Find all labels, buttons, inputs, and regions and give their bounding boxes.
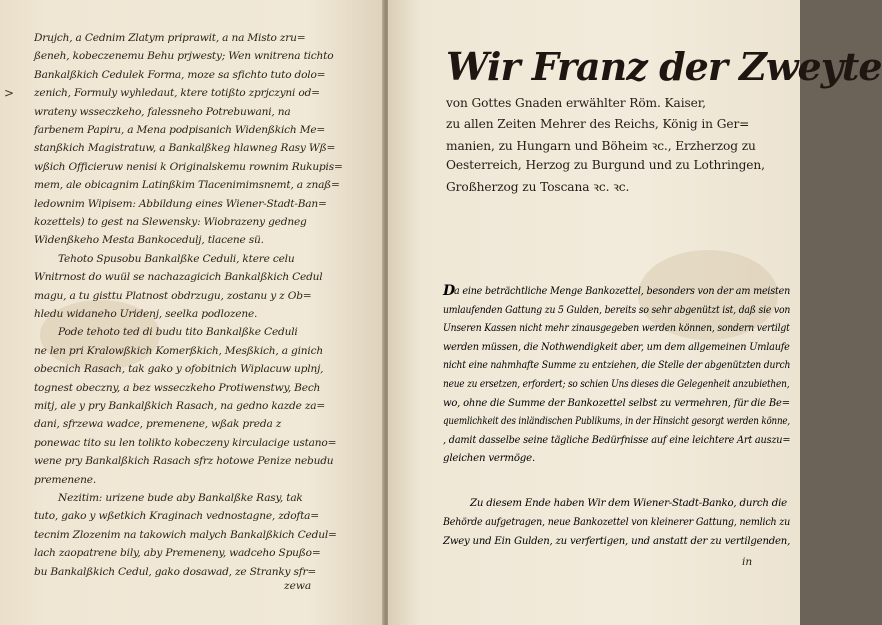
text-line: Behörde aufgetragen, neue Bankozettel von kleinerer Gattung, nemlich zu [443, 517, 791, 528]
left-catchword: zewa [284, 580, 312, 592]
text-line: ßeneh, kobeczenemu Behu prjwesty; Wen wnitrena tichto [34, 50, 334, 63]
text-line: , damit dasselbe seine tägliche Bedürfnisse auf eine leichtere Art auszu= [443, 434, 791, 446]
subtitle-line: von Gottes Gnaden erwählter Röm. Kaiser, [446, 96, 706, 110]
text-line: neue zu ersetzen, erfordert; so schien Uns dieses die Gelegenheit anzubiethen, [443, 379, 790, 390]
text-line: mitj, ale y pry Bankalßkich Rasach, na gedno kazde za= [34, 400, 326, 412]
text-line: nicht eine nahmhafte Summe zu entziehen, die Stelle der abgenützten durch [443, 360, 791, 372]
paragraph-initial: D [443, 283, 455, 299]
text-line: Widenßkeho Mesta Bankocedulj, tlacene sü. [34, 234, 264, 247]
text-line: zenich, Formuly wyhledaut, ktere totißto zprjczyni od= [34, 87, 320, 100]
text-line: Nezitim: urizene bude aby Bankalßke Rasy, tak [58, 492, 303, 504]
text-line: Wnitrnost do wuül se nachazagicich Bankalßkich Cedul [34, 271, 323, 284]
text-line: Tehoto Spusobu Bankalßke Ceduli, ktere celu [58, 252, 295, 265]
margin-mark: > [4, 86, 15, 100]
text-line: werden müssen, die Nothwendigkeit aber, um dem allgemeinen Umlaufe [443, 341, 790, 353]
text-line: a eine beträchtliche Menge Bankozettel, besonders von der am meisten [454, 286, 791, 297]
text-line: Bankalßkich Cedulek Forma, moze sa sfichto tuto dolo= [34, 68, 326, 81]
text-line: ponewac tito su len tolikto kobeczeny kirculacige ustano= [34, 436, 337, 449]
text-line: Pode tehoto ted di budu tito Bankalßke Ceduli [58, 326, 298, 339]
text-line: mem, ale obicagnim Latinßkim Tlacenimimsnemt, a znaß= [34, 179, 340, 192]
left-page [0, 0, 384, 625]
text-line: Zwey und Ein Gulden, zu verfertigen, und anstatt der zu vertilgenden, [443, 536, 791, 547]
text-line: ledownim Wipisem: Abbildung eines Wiener-Stadt-Ban= [34, 197, 327, 210]
text-line: Drujch, a Cednim Zlatym priprawit, a na Misto zru= [34, 32, 306, 44]
text-line: magu, a tu gisttu Platnost obdrzugu, zostanu y z Ob= [34, 289, 312, 302]
text-line: quemlichkeit des inländischen Publikums, in der Hinsicht gesorgt werden könne, [443, 416, 791, 428]
text-line: hledu widaneho Uridenj, seelka podlozene. [34, 308, 258, 320]
text-line: wo, ohne die Summe der Bankozettel selbst zu vermehren, für die Be= [443, 397, 790, 409]
subtitle-line: Großherzog zu Toscana ꝛc. ꝛc. [446, 180, 630, 194]
text-line: wßich Officieruw nenisi k Originalskemu rownim Rukupis= [34, 160, 343, 173]
text-line: gleichen vermöge. [443, 453, 535, 465]
text-line: farbenem Papiru, a Mena podpisanich Widenßkich Me= [34, 124, 326, 136]
text-line: kozettels) to gest na Slewensky: Wiobrazeny gedneg [34, 216, 307, 228]
text-line: premenene. [34, 473, 96, 486]
text-line: stanßkich Magistratuw, a Bankalßkeg hlawneg Rasy Wß= [34, 142, 336, 155]
text-line: wene pry Bankalßkich Rasach sfrz hotowe Penize nebudu [34, 455, 334, 468]
subtitle-line: Oesterreich, Herzog zu Burgund und zu Lothringen, [446, 157, 765, 172]
text-line: ne len pri Kralowßkich Komerßkich, Mesßkich, a ginich [34, 344, 323, 357]
text-line: tognest obeczny, a bez wsseczkeho Protiwenstwy, Bech [34, 381, 321, 394]
text-line: wrateny wsseczkeho, falessneho Potrebuwani, na [34, 105, 291, 118]
subtitle-line: manien, zu Hungarn und Böheim ꝛc., Erzherzog zu [446, 139, 756, 153]
text-line: tecnim Zlozenim na takowich malych Bankalßkich Cedul= [34, 528, 337, 541]
text-line: tuto, gako y wßetkich Kraginach vednostagne, zdofta= [34, 510, 319, 523]
text-line: lach zaopatrene bily, aby Premeneny, wadceho Spußo= [34, 547, 321, 560]
decree-title: Wir Franz der Zweyte [446, 44, 882, 89]
subtitle-line: zu allen Zeiten Mehrer des Reichs, König in Ger= [446, 116, 750, 131]
text-line: obecnich Rasach, tak gako y ofobitnich Wiplacuw uplnj, [34, 363, 324, 376]
text-line: bu Bankalßkich Cedul, gako dosawad, ze Stranky sfr= [34, 565, 317, 578]
text-line: Zu diesem Ende haben Wir dem Wiener-Stadt-Banko, durch die [470, 498, 787, 509]
right-catchword: in [742, 556, 753, 568]
text-line: dani, sfrzewa wadce, premenene, wßak preda z [34, 418, 282, 431]
text-line: Unseren Kassen nicht mehr zinausgegeben werden können, sondern vertilgt [443, 323, 790, 335]
text-line: umlaufenden Gattung zu 5 Gulden, bereits so sehr abgenützt ist, daß sie von [443, 304, 791, 316]
